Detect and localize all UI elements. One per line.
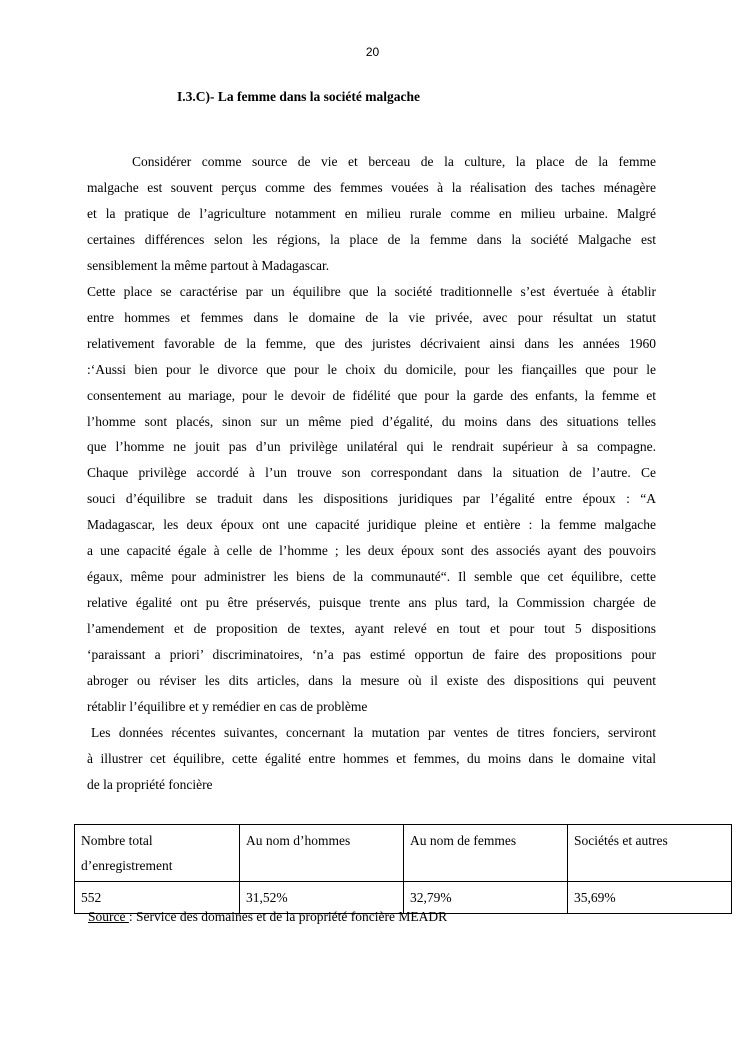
text-line: relativement favorable de la femme, que des juristes décrivaient ainsi dans les années 1960 — [87, 335, 656, 351]
table-cell: 32,79% — [404, 882, 568, 914]
text-line: Considérer comme source de vie et berceau de la culture, la place de la femme — [132, 154, 656, 169]
text-line: consentement au mariage, pour le devoir de fidélité que pour la garde des enfants, la femme et — [87, 387, 656, 403]
page-number: 20 — [365, 45, 380, 59]
table-cell: 31,52% — [240, 882, 404, 914]
text-line: à illustrer cet équilibre, cette égalité entre hommes et femmes, du moins dans le domaine vital — [87, 750, 656, 766]
text-line: abroger ou réviser les dits articles, dans la mesure où il existe des dispositions qui peuvent — [87, 672, 656, 688]
text-line: ‘paraissant a priori’ discriminatoires, ‘n’a pas estimé opportun de faire des propositions pour — [87, 646, 656, 662]
section-heading: I.3.C)- La femme dans la société malgache — [177, 89, 420, 104]
land-registration-table — [74, 824, 732, 914]
text-line: et la pratique de l’agriculture notamment en milieu rurale comme en milieu urbaine. Malgré — [87, 205, 656, 221]
table-header-cell: Nombre total d’enregistrement — [75, 825, 240, 882]
source-label: Source — [88, 909, 129, 924]
table-header-cell: Sociétés et autres — [568, 825, 732, 882]
table-header-cell: Au nom de femmes — [404, 825, 568, 882]
paragraph-data-intro — [87, 720, 656, 798]
paragraph-intro — [87, 149, 656, 279]
text-line: malgache est souvent perçus comme des femmes vouées à la réalisation des taches ménagère — [87, 179, 656, 195]
text-line: relative égalité ont pu être préservés, puisque trente ans plus tard, la Commission chargée de — [87, 594, 656, 610]
text-line: a une capacité égale à celle de l’homme ; les deux époux sont des associés ayant des pouvoirs — [87, 543, 656, 559]
text-line: sensiblement la même partout à Madagascar. — [87, 257, 330, 273]
table-header-row — [75, 825, 732, 882]
text-line: certaines différences selon les régions, la place de la femme dans la société Malgache est — [87, 231, 656, 247]
text-line: Madagascar, les deux époux ont une capacité juridique pleine et entière : la femme malgache — [87, 517, 656, 533]
text-line: entre hommes et femmes dans le domaine de la vie privée, avec pour résultat un statut — [87, 309, 656, 325]
text-line: rétablir l’équilibre et y remédier en cas de problème — [87, 698, 368, 714]
text-line: Les données récentes suivantes, concernant la mutation par ventes de titres fonciers, serviront — [91, 725, 656, 740]
text-line: égaux, même pour administrer les biens de la communauté“. Il semble que cet équilibre, cette — [87, 568, 656, 584]
text-line: Chaque privilège accordé à l’un trouve son correspondant dans la situation de l’autre. Ce — [87, 465, 656, 481]
text-line: :‘Aussi bien pour le divorce que pour le choix du domicile, pour les fiançailles que pour le — [87, 361, 656, 377]
text-line: l’amendement et de proposition de textes, ayant relevé en tout et pour tout 5 dispositions — [87, 620, 656, 636]
table-cell: 552 — [75, 882, 240, 914]
text-line: que l’homme ne jouit pas d’un privilège unilatéral qui le rendrait supérieur à sa compagne. — [87, 439, 656, 455]
table-header-cell: Au nom d’hommes — [240, 825, 404, 882]
text-line: Cette place se caractérise par un équilibre que la société traditionnelle s’est évertuée à établir — [87, 284, 656, 299]
text-line: souci d’équilibre se traduit dans les dispositions juridiques par l’égalité entre époux : “A — [87, 491, 656, 507]
source-text: : Service des domaines et de la propriété foncière MEADR — [128, 909, 448, 924]
text-line: l’homme sont placés, sinon sur un même pied d’égalité, du moins dans des situations telles — [87, 413, 656, 429]
text-line: de la propriété foncière — [87, 776, 213, 792]
source-note — [88, 909, 447, 925]
table-cell: 35,69% — [568, 882, 732, 914]
paragraph-equilibrium — [87, 279, 656, 719]
